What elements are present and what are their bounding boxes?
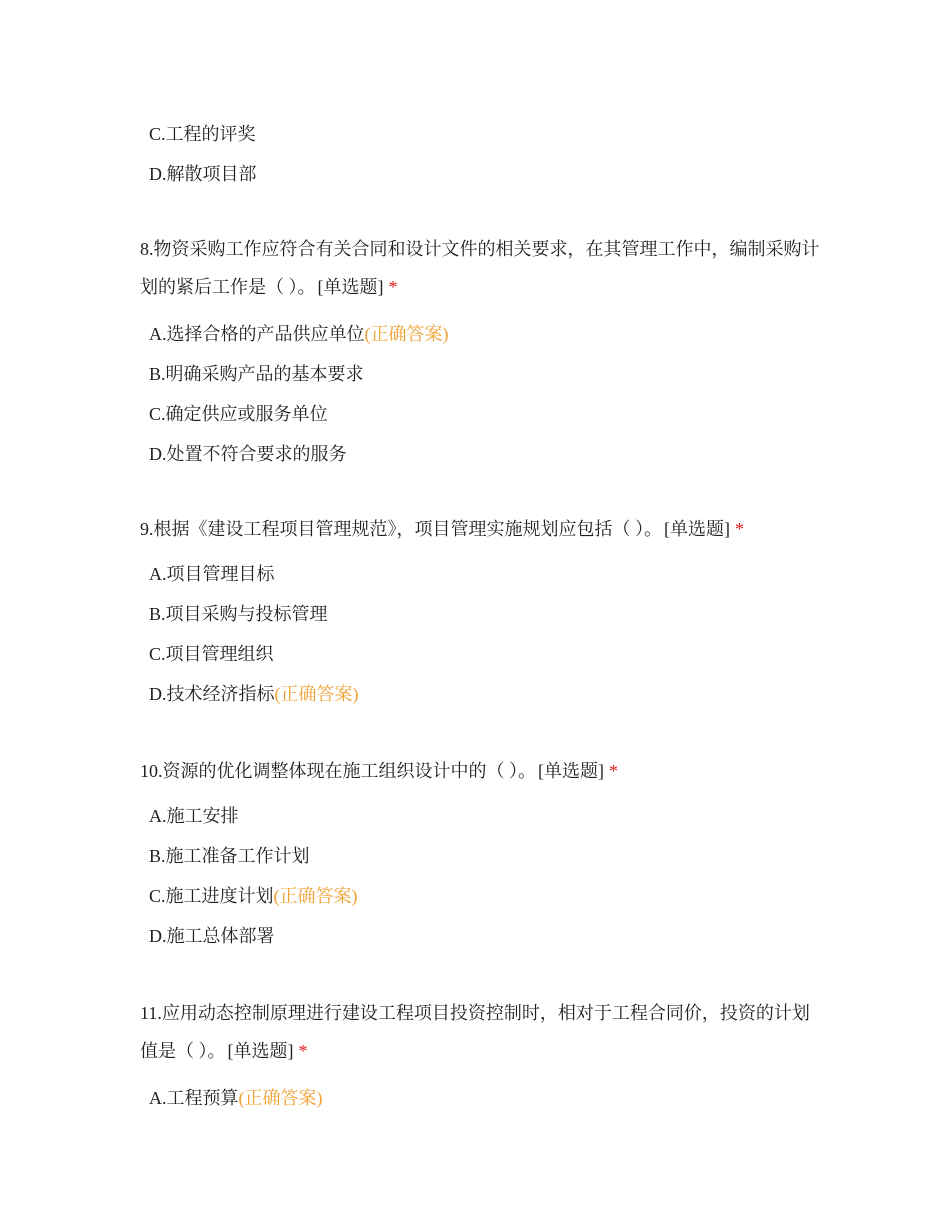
required-marker: * [298,1041,308,1061]
question-text [140,510,820,548]
question-type: [单选题] [538,761,604,781]
option-label: D.处置不符合要求的服务 [149,444,347,464]
question-stem: 11.应用动态控制原理进行建设工程项目投资控制时，相对于工程合同价，投资的计划值是（ ）。 [140,1003,810,1061]
option-label: C.确定供应或服务单位 [149,404,328,424]
required-marker: * [388,277,398,297]
question-9 [140,510,820,714]
question-stem: 8.物资采购工作应符合有关合同和设计文件的相关要求，在其管理工作中，编制采购计划的紧后工作是（ ）。 [140,239,820,297]
question-8 [140,230,820,474]
question-7-options [140,114,820,194]
option-10a [140,796,820,836]
required-marker: * [609,761,618,781]
question-text [140,752,820,790]
option-label: B.明确采购产品的基本要求 [149,364,364,384]
option-10c [140,876,820,916]
option-9a [140,554,820,594]
option-label: B.施工准备工作计划 [149,846,310,866]
option-label: A.工程预算 [149,1088,239,1108]
question-11 [140,994,820,1118]
question-type: [单选题] [664,519,730,539]
option-8c [140,394,820,434]
question-type: [单选题] [227,1041,294,1061]
correct-answer-note: (正确答案) [274,684,359,704]
option-list [140,314,820,474]
question-stem: 9.根据《建设工程项目管理规范》，项目管理实施规划应包括（ ）。 [140,519,662,539]
option-label: D.技术经济指标 [149,684,275,704]
option-9d [140,674,820,714]
question-10 [140,752,820,956]
correct-answer-note: (正确答案) [364,324,449,344]
option-label: D.解散项目部 [149,164,257,184]
option-label: C.施工进度计划 [149,886,274,906]
question-type: [单选题] [317,277,384,297]
option-7d [140,154,820,194]
option-7c [140,114,820,154]
option-list [140,1078,820,1118]
option-8a [140,314,820,354]
option-9b [140,594,820,634]
option-label: A.施工安排 [149,806,239,826]
option-label: C.工程的评奖 [149,124,256,144]
option-11a [140,1078,820,1118]
correct-answer-note: (正确答案) [273,886,358,906]
question-stem: 10.资源的优化调整体现在施工组织设计中的（ ）。 [140,761,536,781]
option-label: A.项目管理目标 [149,564,275,584]
question-text [140,994,820,1070]
option-list [140,554,820,714]
option-10b [140,836,820,876]
option-label: D.施工总体部署 [149,926,275,946]
required-marker: * [735,519,744,539]
option-list [140,796,820,956]
option-8b [140,354,820,394]
option-label: B.项目采购与投标管理 [149,604,328,624]
correct-answer-note: (正确答案) [238,1088,323,1108]
question-text [140,230,820,306]
option-8d [140,434,820,474]
option-label: C.项目管理组织 [149,644,274,664]
option-10d [140,916,820,956]
option-label: A.选择合格的产品供应单位 [149,324,365,344]
option-9c [140,634,820,674]
